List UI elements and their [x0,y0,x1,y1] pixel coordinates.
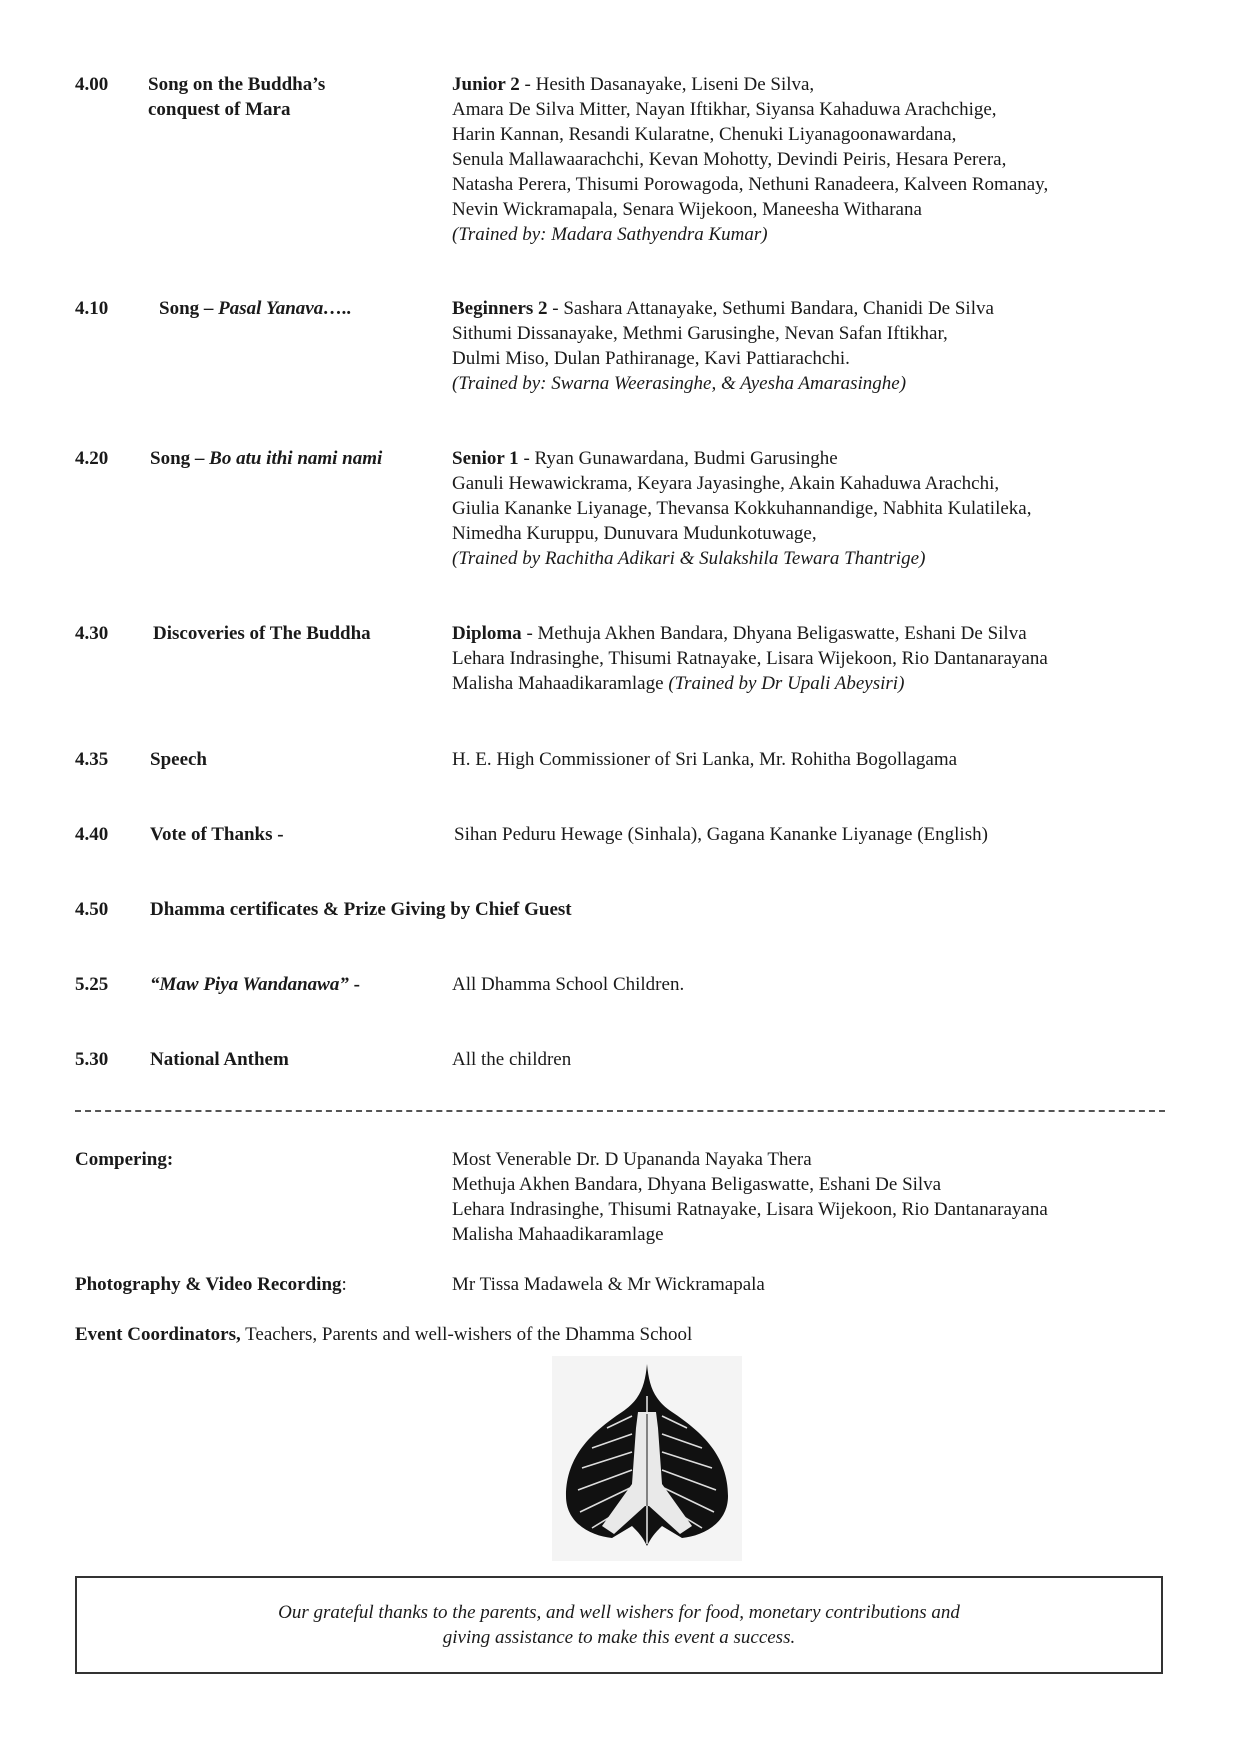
performer-line: Senula Mallawaarachchi, Kevan Mohotty, Devindi Peiris, Hesara Perera, [452,149,1007,170]
performer-line: Ryan Gunawardana, Budmi Garusinghe [534,448,838,469]
item-title: Discoveries of The Buddha [153,623,371,644]
item-time: 5.25 [75,974,109,995]
item-title [159,296,352,321]
credit-line: Lehara Indrasinghe, Thisumi Ratnayake, Lisara Wijekoon, Rio Dantanarayana [452,1199,1048,1220]
thanks-line: Our grateful thanks to the parents, and well wishers for food, monetary contributions and [278,1602,960,1623]
credit-line: Methuja Akhen Bandara, Dhyana Beligaswatte, Eshani De Silva [452,1174,942,1195]
item-performers [452,72,1048,247]
performer-line: Amara De Silva Mitter, Nayan Iftikhar, Siyansa Kahaduwa Arachchige, [452,99,997,120]
item-title: Dhamma certificates & Prize Giving by Chief Guest [150,899,572,920]
item-title [150,446,382,471]
separator: - [518,448,535,469]
performer-line: Harin Kannan, Resandi Kularatne, Chenuki Liyanagoonawardana, [452,124,957,145]
song-name: Bo atu ithi nami nami [209,448,383,469]
item-detail: All the children [452,1049,572,1070]
logo-graphic [552,1356,742,1561]
item-detail: Sihan Peduru Hewage (Sinhala), Gagana Kananke Liyanage (English) [454,824,988,845]
bodhi-leaf-praying-hands-icon [552,1356,742,1561]
performer-line: Malisha Mahaadikaramlage [452,673,669,694]
thanks-line: giving assistance to make this event a success. [442,1627,796,1648]
item-title: Speech [150,749,207,770]
item-time: 4.50 [75,899,109,920]
credit-label-colon: : [341,1274,347,1295]
credit-label [75,1272,347,1297]
performer-line: Ganuli Hewawickrama, Keyara Jayasinghe, Akain Kahaduwa Arachchi, [452,473,1000,494]
performer-line: Nimedha Kuruppu, Dunuvara Mudunkotuwage, [452,523,817,544]
song-name: “Maw Piya Wandanawa” [150,974,349,995]
item-performers [452,296,994,396]
group-name: Diploma [452,623,522,644]
performer-line: Giulia Kananke Liyanage, Thevansa Kokkuhannandige, Nabhita Kulatileka, [452,498,1032,519]
credit-line: Most Venerable Dr. D Upananda Nayaka Thera [452,1149,812,1170]
performer-line: Sithumi Dissanayake, Methmi Garusinghe, Nevan Safan Iftikhar, [452,323,948,344]
performer-line: Natasha Perera, Thisumi Porowagoda, Nethuni Ranadeera, Kalveen Romanay, [452,174,1049,195]
item-time: 5.30 [75,1049,109,1070]
credit-value [452,1147,1048,1247]
performer-line: Hesith Dasanayake, Liseni De Silva, [535,74,815,95]
separator: - [547,298,564,319]
trainer-credit: (Trained by: Madara Sathyendra Kumar) [452,224,768,245]
thanks-box [75,1576,1163,1674]
item-time: 4.20 [75,448,109,469]
performer-line: Lehara Indrasinghe, Thisumi Ratnayake, Lisara Wijekoon, Rio Dantanarayana [452,648,1048,669]
trainer-credit: (Trained by: Swarna Weerasinghe, & Ayesha Amarasinghe) [452,373,907,394]
section-divider [75,1110,1165,1112]
item-title [148,72,325,122]
title-suffix: - [348,974,360,995]
credit-label-text: Photography & Video Recording [75,1274,342,1295]
item-title [150,972,360,997]
group-name: Junior 2 [452,74,520,95]
item-performers [452,446,1031,571]
trainer-credit: (Trained by Dr Upali Abeysiri) [668,673,905,694]
item-performers [452,621,1048,696]
item-time: 4.10 [75,298,109,319]
item-time: 4.35 [75,749,109,770]
performer-line: Dulmi Miso, Dulan Pathiranage, Kavi Pattiarachchi. [452,348,850,369]
separator: - [521,623,538,644]
item-title-line: conquest of Mara [148,99,291,120]
item-time: 4.40 [75,824,109,845]
title-prefix: Song – [159,298,219,319]
group-name: Beginners 2 [452,298,548,319]
item-time: 4.00 [75,74,109,95]
title-prefix: Song – [150,448,210,469]
item-title: National Anthem [150,1049,289,1070]
song-name: Pasal Yanava….. [218,298,352,319]
group-name: Senior 1 [452,448,519,469]
performer-line: Sashara Attanayake, Sethumi Bandara, Chanidi De Silva [563,298,994,319]
performer-line: Methuja Akhen Bandara, Dhyana Beligaswatte, Eshani De Silva [537,623,1027,644]
item-detail: All Dhamma School Children. [452,974,685,995]
credit-value: Mr Tissa Madawela & Mr Wickramapala [452,1274,765,1295]
item-detail: H. E. High Commissioner of Sri Lanka, Mr. Rohitha Bogollagama [452,749,958,770]
separator: - [519,74,536,95]
credit-value: Teachers, Parents and well-wishers of the Dhamma School [240,1324,693,1345]
item-time: 4.30 [75,623,109,644]
credit-label: Compering: [75,1149,174,1170]
trainer-credit: (Trained by Rachitha Adikari & Sulakshila Tewara Thantrige) [452,548,926,569]
credit-label: Event Coordinators, [75,1324,241,1345]
performer-line: Nevin Wickramapala, Senara Wijekoon, Maneesha Witharana [452,199,922,220]
credit-coordinators [75,1322,1175,1347]
credit-line: Malisha Mahaadikaramlage [452,1224,664,1245]
item-title-line: Song on the Buddha’s [148,74,326,95]
item-title: Vote of Thanks - [150,824,284,845]
